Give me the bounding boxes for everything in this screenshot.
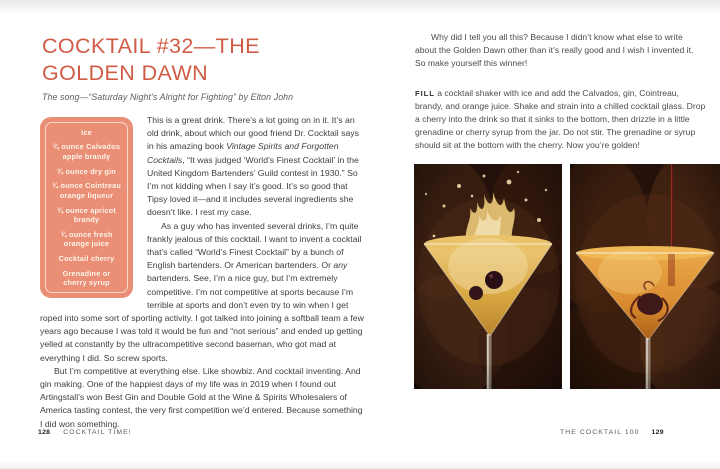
page-number: 128: [38, 429, 51, 436]
right-page-footer: [560, 429, 664, 436]
ingredient-item: ¾ ounce fresh orange juice: [60, 229, 113, 249]
pour-cocktail-illustration: [570, 164, 720, 389]
splash-cocktail-illustration: [414, 164, 562, 389]
page-bottom-shadow: [0, 461, 720, 469]
running-head: COCKTAIL TIME!: [63, 429, 132, 436]
ingredient-item: ¾ ounce dry gin: [57, 166, 116, 176]
ingredient-item: Grenadine or cherry syrup: [62, 268, 111, 288]
running-head: THE COCKTAIL 100: [560, 429, 640, 436]
ingredient-item: ¾ ounce Calvados apple brandy: [52, 142, 121, 161]
paragraph: Why did I tell you all this? Because I didn’t know what else to write about the Golden Dawn other than it’s really good and I wish I invented it. So make yourself this winner!: [415, 32, 694, 69]
ingredient-item: Ice: [81, 127, 92, 137]
paragraph: As a guy who has invented several drinks, I’m quite frankly jealous of this cocktail. I want to invent a cocktail that’s called “World’s Finest Cocktail” by a bunch of English bartenders. Or American bartenders. Or any bartenders. See, I’m a nice guy, but I’m extremely competitive. I’m not competitive at sports because I’m terrible at sports and don’t even try to win when I get roped into some sort of sporting activity. I got talked into joining a softball team a few years ago because I was told it would be fun and “not serious” and ended up getting yelled at constantly by the ultracompetitive second baseman, who got mad at everything I did. So screw sports.: [40, 220, 364, 363]
page-title: COCKTAIL #32—THE GOLDEN DAWN: [42, 34, 260, 85]
photo-golden-dawn-grenadine-pour: [570, 164, 720, 389]
right-page-body: [415, 31, 706, 153]
ingredients-card: [40, 117, 133, 298]
ingredient-item: ¾ ounce Cointreau orange liqueur: [51, 181, 122, 200]
left-page-body: [40, 114, 367, 431]
left-page-footer: [38, 429, 132, 436]
ingredient-item: ¾ ounce apricot brandy: [57, 205, 116, 224]
photo-golden-dawn-splash: [414, 164, 562, 389]
song-subtitle: The song—“Saturday Night’s Alright for Fighting” by Elton John: [42, 92, 294, 102]
ingredients-list: [45, 122, 128, 293]
paragraph: FILL a cocktail shaker with ice and add the Calvados, gin, Cointreau, brandy, and orange juice. Shake and strain into a chilled cocktail glass. Drop a cherry into the drink so that it sinks to the bottom, then drizzle in a little grenadine or cherry syrup from the jar. Do not stir. The grenadine or syrup should sit at the bottom with the cherry. Now you’re golden!: [415, 87, 706, 151]
ingredient-item: Cocktail cherry: [58, 253, 115, 263]
paragraph: This is a great drink. There’s a lot going on in it. It’s an old drink, about which our good friend Dr. Cocktail says in his amazing book Vintage Spirits and Forgotten Cocktails, “It was judged ‘World’s Finest Cocktail’ in the United Kingdom Bartenders’ Guild contest in 1930.” So I’m not kidding when I say it’s good. It’s so good that Tipsy loved it—and it includes several ingredients she doesn’t like. I rest my case.: [147, 115, 359, 218]
page-number: 129: [651, 429, 664, 436]
page-top-shadow: [0, 0, 720, 14]
instruction-lead: FILL: [415, 88, 435, 98]
paragraph: But I’m competitive at everything else. Like showbiz. And cocktail inventing. And gin making. One of the happiest days of my life was in 2019 when I found out Artingstall’s won Best Gin and Double Gold at the Wine & Spirits Wholesalers of America tasting contest, the very first competition we’d entered. Because something I did won something.: [40, 365, 363, 429]
